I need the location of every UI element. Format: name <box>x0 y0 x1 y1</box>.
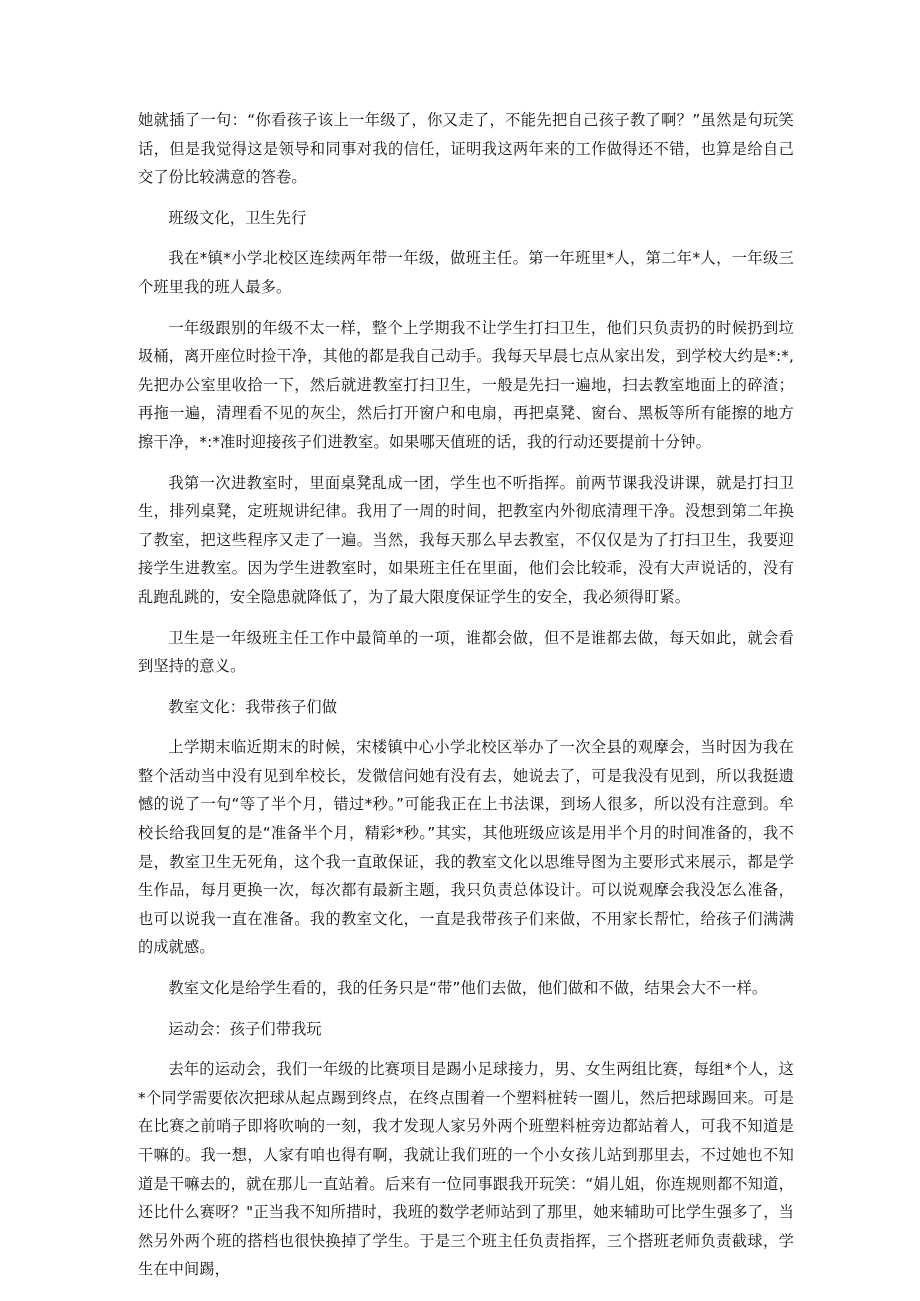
paragraph: 去年的运动会，我们一年级的比赛项目是踢小足球接力，男、女生两组比赛，每组*个人，这*个同学需要依次把球从起点踢到终点，在终点围着一个塑料桩转一圈儿，然后把球踢回来。可是在比赛之前哨子即将吹响的一刻，我才发现人家另外两个班塑料桩旁边都站着人，可我不知道是干嘛的。我一想，人家有咱也得有啊，我就让我们班的一个小女孩儿站到那里去，不过她也不知道是干嘛去的，就在那儿一直站着。后来有一位同事跟我开玩笑：“娟儿姐，你连规则都不知道，还比什么赛呀？"正当我不知所措时，我班的数学老师站到了那里，她来辅助可比学生强多了，当然另外两个班的搭档也很快换掉了学生。于是三个班主任负责指挥，三个搭班老师负责截球，学生在中间踢， <box>138 1060 794 1279</box>
paragraph-continuation: 她就插了一句：“你看孩子该上一年级了，你又走了，不能先把自己孩子教了啊？”虽然是句玩笑话，但是我觉得这是领导和同事对我的信任，证明我这两年来的工作做得还不错，也算是给自己交了份比较满意的答卷。 <box>138 111 794 187</box>
section-heading-sports-meet: 运动会：孩子们带我玩 <box>168 1019 322 1038</box>
paragraph: 我在*镇*小学北校区连续两年带一年级，做班主任。第一年班里*人，第二年*人，一年级三个班里我的班人最多。 <box>138 249 794 296</box>
paragraph: 上学期末临近期末的时候，宋楼镇中心小学北校区举办了一次全县的观摩会，当时因为我在整个活动当中没有见到牟校长，发微信问她有没有去，她说去了，可是我没有见到，所以我挺遗憾的说了一句“等了半个月，错过*秒。”可能我正在上书法课，到场人很多，所以没有注意到。牟校长给我回复的是“准备半个月，精彩*秒。”其实，其他班级应该是用半个月的时间准备的，我不是，教室卫生无死角，这个我一直敢保证，我的教室文化以思维导图为主要形式来展示，都是学生作品，每月更换一次，每次都有最新主题，我只负责总体设计。可以说观摩会我没怎么准备，也可以说我一直在准备。我的教室文化，一直是我带孩子们来做，不用家长帮忙，给孩子们满满的成就感。 <box>138 738 794 957</box>
paragraph: 教室文化是给学生看的，我的任务只是“带”他们去做，他们做和不做，结果会大不一样。 <box>168 979 768 998</box>
document-page <box>138 106 794 1296</box>
section-heading-class-culture: 班级文化，卫生先行 <box>168 208 307 227</box>
section-heading-classroom-culture: 教室文化：我带孩子们做 <box>168 697 338 716</box>
paragraph: 一年级跟别的年级不太一样，整个上学期我不让学生打扫卫生，他们只负责扔的时候扔到垃圾桶，离开座位时捡干净，其他的都是我自己动手。我每天早晨七点从家出发，到学校大约是*:*,先把办公室里收拾一下，然后就进教室打扫卫生，一般是先扫一遍地，扫去教室地面上的碎渣；再拖一遍，清理看不见的灰尘，然后打开窗户和电扇，再把桌凳、窗台、黑板等所有能擦的地方擦干净，*:*准时迎接孩子们进教室。如果哪天值班的话，我的行动还要提前十分钟。 <box>138 318 794 451</box>
paragraph: 我第一次进教室时，里面桌凳乱成一团，学生也不听指挥。前两节课我没讲课，就是打扫卫生，排列桌凳，定班规讲纪律。我用了一周的时间，把教室内外彻底清理干净。没想到第二年换了教室，把这些程序又走了一遍。当然，我每天那么早去教室，不仅仅是为了打扫卫生，我要迎接学生进教室。因为学生进教室时，如果班主任在里面，他们会比较乖，没有大声说话的，没有乱跑乱跳的，安全隐患就降低了，为了最大限度保证学生的安全，我必须得盯紧。 <box>138 473 794 606</box>
paragraph: 卫生是一年级班主任工作中最简单的一项，谁都会做，但不是谁都去做，每天如此，就会看到坚持的意义。 <box>138 628 794 676</box>
